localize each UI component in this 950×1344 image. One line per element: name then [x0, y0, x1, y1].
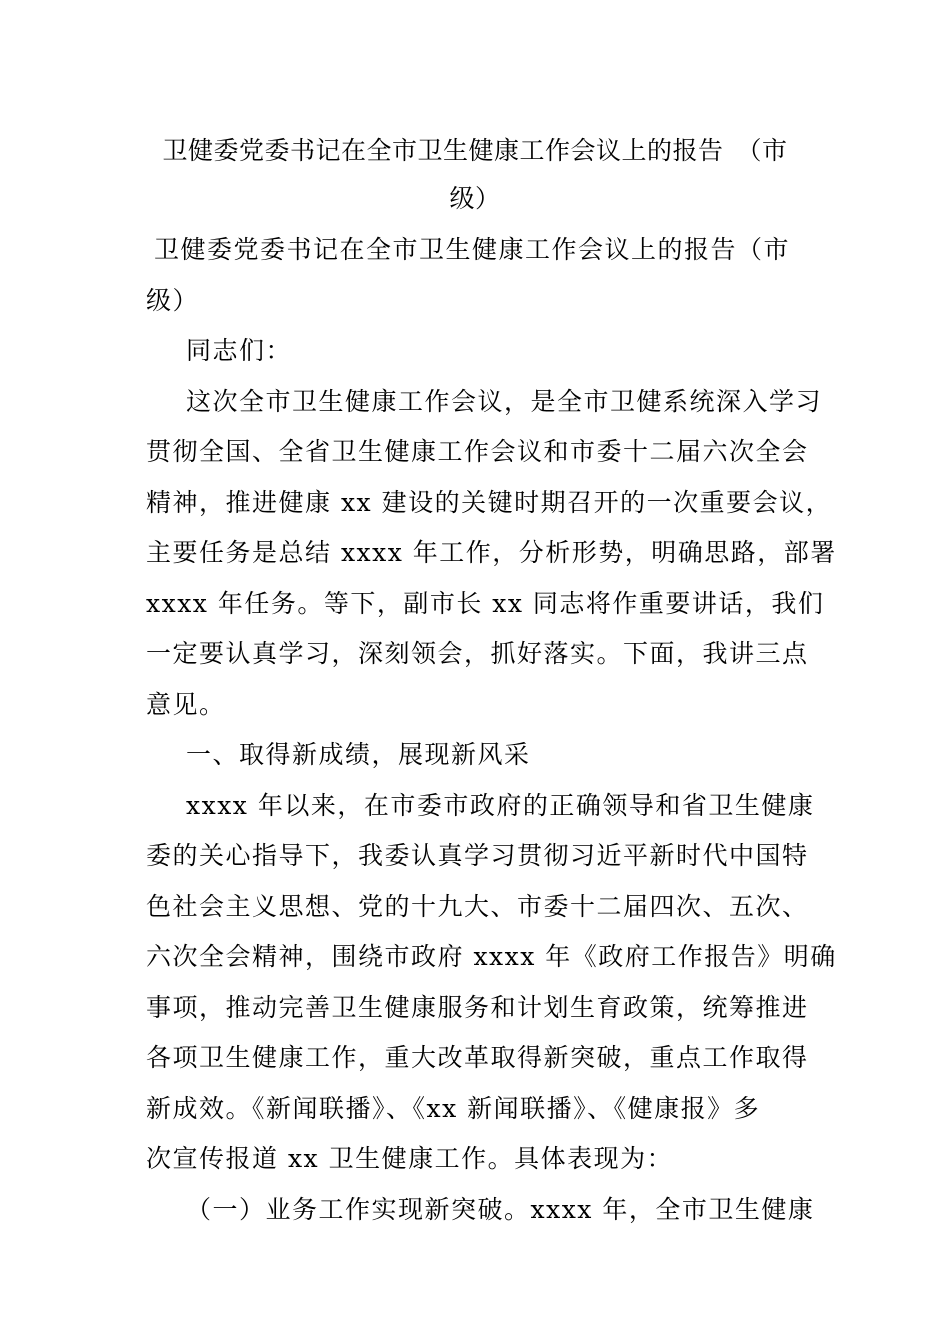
subtitle-line-2: 级） — [146, 285, 200, 315]
subtitle-line-1: 卫健委党委书记在全市卫生健康工作会议上的报告（市 — [154, 235, 791, 264]
title-line-1: 卫健委党委书记在全市卫生健康工作会议上的报告 （市 — [162, 136, 788, 165]
paragraph-line: xxxx 年任务。等下，副市长 xx 同志将作重要讲话，我们 — [146, 588, 825, 618]
paragraph-line: 新成效。《新闻联播》、《xx 新闻联播》、《健康报》多 — [146, 1093, 761, 1123]
paragraph-line: 各项卫生健康工作，重大改革取得新突破，重点工作取得 — [146, 1043, 809, 1072]
document-body — [146, 225, 837, 1235]
paragraph-line: 六次全会精神，围绕市政府 xxxx 年《政府工作报告》明确 — [146, 942, 837, 971]
title-line-2: 级） — [449, 184, 501, 213]
paragraph-line: xxxx 年以来，在市委市政府的正确领导和省卫生健康 — [186, 790, 815, 820]
section-heading: 一、取得新成绩，展现新风采 — [186, 740, 531, 769]
paragraph-line: 委的关心指导下，我委认真学习贯彻习近平新时代中国特 — [146, 841, 809, 870]
paragraph-line: 精神，推进健康 xx 建设的关键时期召开的一次重要会议， — [146, 487, 833, 517]
paragraph-line: 色社会主义思想、党的十九大、市委十二届四次、五次、 — [146, 891, 809, 921]
paragraph-line: 贯彻全国、全省卫生健康工作会议和市委十二届六次全会 — [146, 437, 809, 466]
paragraph-line: 主要任务是总结 xxxx 年工作，分析形势，明确思路，部署 — [146, 538, 837, 567]
paragraph-line: 这次全市卫生健康工作会议，是全市卫健系统深入学习 — [186, 386, 823, 416]
salutation: 同志们： — [186, 336, 293, 365]
paragraph-line: 一定要认真学习，深刻领会，抓好落实。下面，我讲三点 — [146, 639, 809, 668]
paragraph-line: 次宣传报道 xx 卫生健康工作。具体表现为： — [146, 1144, 674, 1173]
paragraph-line: 意见。 — [146, 689, 226, 719]
paragraph-line: 事项，推动完善卫生健康服务和计划生育政策，统筹推进 — [146, 992, 809, 1022]
subsection-heading: （一）业务工作实现新突破。xxxx 年，全市卫生健康 — [186, 1194, 815, 1224]
document-title — [120, 127, 830, 223]
